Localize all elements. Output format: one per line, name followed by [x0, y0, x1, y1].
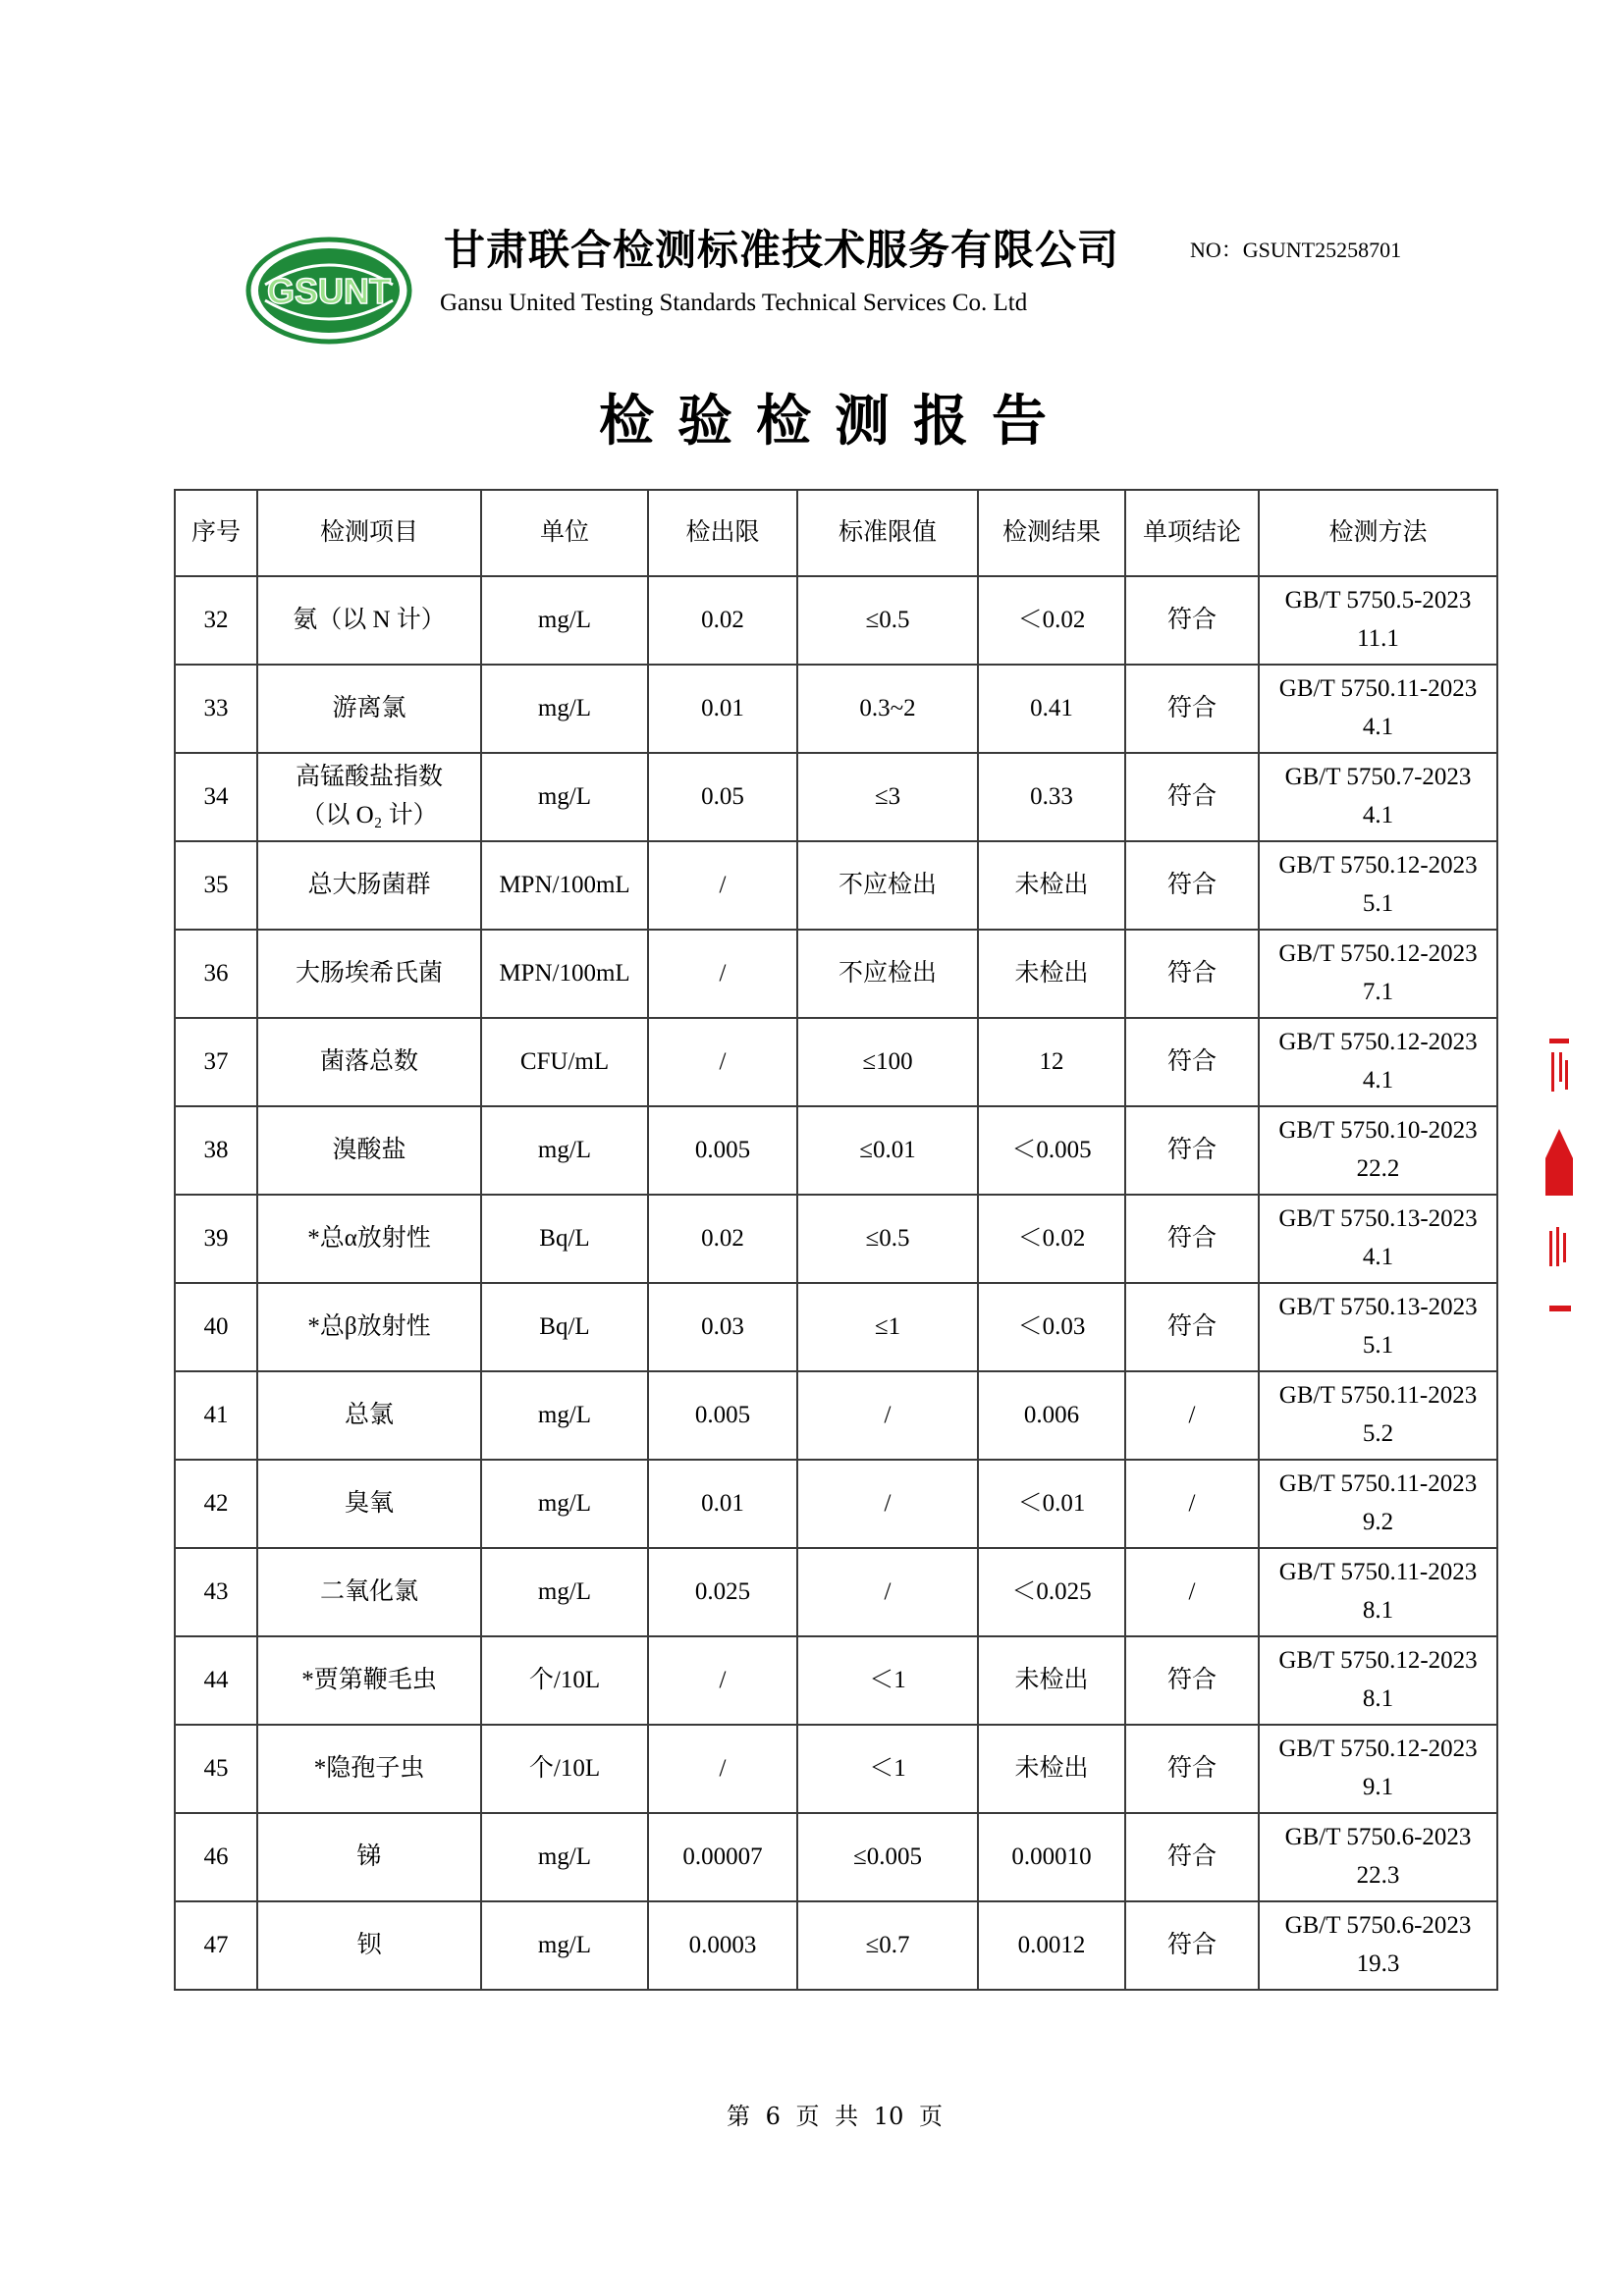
- cell-no: 47: [175, 1901, 257, 1990]
- cell-result: 未检出: [978, 1636, 1125, 1725]
- cell-method: GB/T 5750.11-2023 8.1: [1259, 1548, 1497, 1636]
- cell-result: ＜0.02: [978, 576, 1125, 665]
- cell-standard: ≤0.7: [797, 1901, 978, 1990]
- page-number: 第 6 页 共 10 页: [727, 2103, 943, 2130]
- cell-detect-limit: 0.0003: [648, 1901, 797, 1990]
- cell-standard: ≤0.01: [797, 1106, 978, 1195]
- table-row: [175, 1106, 1497, 1195]
- cell-item: 钡: [257, 1901, 481, 1990]
- cell-method: GB/T 5750.13-2023 5.1: [1259, 1283, 1497, 1371]
- cell-no: 36: [175, 930, 257, 1018]
- cell-result: ＜0.01: [978, 1460, 1125, 1548]
- cell-conclusion: 符合: [1125, 1901, 1259, 1990]
- cell-unit: mg/L: [481, 1548, 648, 1636]
- cell-standard: ≤100: [797, 1018, 978, 1106]
- table-row: [175, 930, 1497, 1018]
- company-name-en: Gansu United Testing Standards Technical Services Co. Ltd: [440, 290, 1028, 316]
- cell-no: 37: [175, 1018, 257, 1106]
- table-row: [175, 841, 1497, 930]
- cell-item: *总α放射性: [257, 1195, 481, 1283]
- cell-standard: /: [797, 1460, 978, 1548]
- cell-no: 39: [175, 1195, 257, 1283]
- cell-item: 氨（以 N 计）: [257, 576, 481, 665]
- cell-no: 43: [175, 1548, 257, 1636]
- cell-result: 0.00010: [978, 1813, 1125, 1901]
- cell-detect-limit: 0.01: [648, 1460, 797, 1548]
- cell-unit: mg/L: [481, 1901, 648, 1990]
- cell-unit: MPN/100mL: [481, 930, 648, 1018]
- cell-conclusion: 符合: [1125, 1106, 1259, 1195]
- report-number: NO：GSUNT25258701: [1190, 238, 1402, 262]
- col-header-conclusion: 单项结论: [1125, 490, 1259, 576]
- cell-method: GB/T 5750.6-2023 19.3: [1259, 1901, 1497, 1990]
- cell-detect-limit: 0.02: [648, 576, 797, 665]
- cell-item: *总β放射性: [257, 1283, 481, 1371]
- table-row: [175, 1371, 1497, 1460]
- cell-result: 未检出: [978, 841, 1125, 930]
- company-name-cn: 甘肃联合检测标准技术服务有限公司: [444, 226, 1120, 274]
- cell-no: 34: [175, 753, 257, 841]
- cell-method: GB/T 5750.12-2023 8.1: [1259, 1636, 1497, 1725]
- cell-standard: 0.3~2: [797, 665, 978, 753]
- cell-result: 0.41: [978, 665, 1125, 753]
- cell-detect-limit: /: [648, 930, 797, 1018]
- cell-item: 菌落总数: [257, 1018, 481, 1106]
- cell-item: 高锰酸盐指数 （以 O₂ 计）: [257, 753, 481, 841]
- cell-conclusion: 符合: [1125, 576, 1259, 665]
- cell-standard: ≤3: [797, 753, 978, 841]
- cell-item: 总氯: [257, 1371, 481, 1460]
- cell-unit: mg/L: [481, 1813, 648, 1901]
- cell-conclusion: 符合: [1125, 1283, 1259, 1371]
- cell-detect-limit: /: [648, 1636, 797, 1725]
- cell-detect-limit: /: [648, 1725, 797, 1813]
- cell-unit: CFU/mL: [481, 1018, 648, 1106]
- cell-detect-limit: 0.02: [648, 1195, 797, 1283]
- cell-method: GB/T 5750.5-2023 11.1: [1259, 576, 1497, 665]
- cell-detect-limit: 0.005: [648, 1371, 797, 1460]
- cell-result: ＜0.005: [978, 1106, 1125, 1195]
- table-row: [175, 665, 1497, 753]
- cell-item: 臭氧: [257, 1460, 481, 1548]
- table-row: [175, 1901, 1497, 1990]
- cell-result: 0.0012: [978, 1901, 1125, 1990]
- cell-conclusion: /: [1125, 1371, 1259, 1460]
- cell-item: 游离氯: [257, 665, 481, 753]
- cell-unit: Bq/L: [481, 1195, 648, 1283]
- results-table: [174, 489, 1498, 1991]
- cell-no: 35: [175, 841, 257, 930]
- col-header-result: 检测结果: [978, 490, 1125, 576]
- cell-detect-limit: 0.005: [648, 1106, 797, 1195]
- cell-method: GB/T 5750.10-2023 22.2: [1259, 1106, 1497, 1195]
- col-header-unit: 单位: [481, 490, 648, 576]
- company-logo: [245, 236, 412, 346]
- cell-standard: ＜1: [797, 1725, 978, 1813]
- cell-item: *贾第鞭毛虫: [257, 1636, 481, 1725]
- cell-standard: 不应检出: [797, 930, 978, 1018]
- cell-method: GB/T 5750.12-2023 5.1: [1259, 841, 1497, 930]
- table-row: [175, 1725, 1497, 1813]
- document-title: 检验检测报告: [599, 389, 1070, 454]
- cell-result: 未检出: [978, 930, 1125, 1018]
- table-row: [175, 1018, 1497, 1106]
- cell-result: ＜0.03: [978, 1283, 1125, 1371]
- cell-item: 溴酸盐: [257, 1106, 481, 1195]
- results-body: [175, 576, 1497, 1990]
- table-row: [175, 1283, 1497, 1371]
- cell-conclusion: /: [1125, 1548, 1259, 1636]
- cell-unit: 个/10L: [481, 1636, 648, 1725]
- cell-unit: mg/L: [481, 753, 648, 841]
- cell-conclusion: 符合: [1125, 1195, 1259, 1283]
- col-header-method: 检测方法: [1259, 490, 1497, 576]
- cell-unit: mg/L: [481, 1460, 648, 1548]
- cell-detect-limit: 0.05: [648, 753, 797, 841]
- table-row: [175, 753, 1497, 841]
- table-row: [175, 576, 1497, 665]
- cell-conclusion: 符合: [1125, 1813, 1259, 1901]
- cell-standard: ≤0.005: [797, 1813, 978, 1901]
- cell-no: 32: [175, 576, 257, 665]
- cell-unit: mg/L: [481, 665, 648, 753]
- cell-item: *隐孢子虫: [257, 1725, 481, 1813]
- cell-standard: ≤1: [797, 1283, 978, 1371]
- cell-unit: 个/10L: [481, 1725, 648, 1813]
- cell-unit: mg/L: [481, 1106, 648, 1195]
- cell-standard: /: [797, 1548, 978, 1636]
- cell-conclusion: /: [1125, 1460, 1259, 1548]
- cell-method: GB/T 5750.7-2023 4.1: [1259, 753, 1497, 841]
- cell-conclusion: 符合: [1125, 1636, 1259, 1725]
- cell-method: GB/T 5750.11-2023 9.2: [1259, 1460, 1497, 1548]
- cell-detect-limit: /: [648, 841, 797, 930]
- cell-no: 42: [175, 1460, 257, 1548]
- cell-conclusion: 符合: [1125, 930, 1259, 1018]
- cell-standard: /: [797, 1371, 978, 1460]
- cell-no: 44: [175, 1636, 257, 1725]
- cell-item: 锑: [257, 1813, 481, 1901]
- col-header-standard: 标准限值: [797, 490, 978, 576]
- cell-method: GB/T 5750.12-2023 7.1: [1259, 930, 1497, 1018]
- cell-item: 总大肠菌群: [257, 841, 481, 930]
- cell-method: GB/T 5750.6-2023 22.3: [1259, 1813, 1497, 1901]
- cell-standard: ≤0.5: [797, 1195, 978, 1283]
- cell-result: 12: [978, 1018, 1125, 1106]
- cell-no: 33: [175, 665, 257, 753]
- cell-no: 38: [175, 1106, 257, 1195]
- col-header-no: 序号: [175, 490, 257, 576]
- cell-standard: ≤0.5: [797, 576, 978, 665]
- cell-conclusion: 符合: [1125, 841, 1259, 930]
- cell-standard: 不应检出: [797, 841, 978, 930]
- cell-result: ＜0.025: [978, 1548, 1125, 1636]
- col-header-detect-limit: 检出限: [648, 490, 797, 576]
- cell-result: ＜0.02: [978, 1195, 1125, 1283]
- cell-standard: ＜1: [797, 1636, 978, 1725]
- cell-detect-limit: /: [648, 1018, 797, 1106]
- cell-result: 未检出: [978, 1725, 1125, 1813]
- cell-detect-limit: 0.03: [648, 1283, 797, 1371]
- cell-item: 大肠埃希氏菌: [257, 930, 481, 1018]
- table-row: [175, 1813, 1497, 1901]
- table-row: [175, 1460, 1497, 1548]
- cell-method: GB/T 5750.11-2023 4.1: [1259, 665, 1497, 753]
- cell-no: 40: [175, 1283, 257, 1371]
- cell-unit: MPN/100mL: [481, 841, 648, 930]
- table-row: [175, 1548, 1497, 1636]
- cell-no: 41: [175, 1371, 257, 1460]
- cell-conclusion: 符合: [1125, 665, 1259, 753]
- cell-method: GB/T 5750.13-2023 4.1: [1259, 1195, 1497, 1283]
- cell-unit: mg/L: [481, 576, 648, 665]
- col-header-item: 检测项目: [257, 490, 481, 576]
- cell-detect-limit: 0.01: [648, 665, 797, 753]
- cell-item: 二氧化氯: [257, 1548, 481, 1636]
- cell-unit: mg/L: [481, 1371, 648, 1460]
- cell-result: 0.006: [978, 1371, 1125, 1460]
- cell-conclusion: 符合: [1125, 1018, 1259, 1106]
- table-row: [175, 1195, 1497, 1283]
- cell-method: GB/T 5750.11-2023 5.2: [1259, 1371, 1497, 1460]
- cell-conclusion: 符合: [1125, 1725, 1259, 1813]
- cell-detect-limit: 0.025: [648, 1548, 797, 1636]
- cell-method: GB/T 5750.12-2023 9.1: [1259, 1725, 1497, 1813]
- cell-method: GB/T 5750.12-2023 4.1: [1259, 1018, 1497, 1106]
- cell-result: 0.33: [978, 753, 1125, 841]
- seam-stamp-icon: [1542, 1039, 1577, 1315]
- table-row: [175, 1636, 1497, 1725]
- cell-unit: Bq/L: [481, 1283, 648, 1371]
- cell-no: 45: [175, 1725, 257, 1813]
- cell-no: 46: [175, 1813, 257, 1901]
- table-header-row: [175, 490, 1497, 576]
- cell-conclusion: 符合: [1125, 753, 1259, 841]
- logo-text: GSUNT: [267, 271, 391, 311]
- cell-detect-limit: 0.00007: [648, 1813, 797, 1901]
